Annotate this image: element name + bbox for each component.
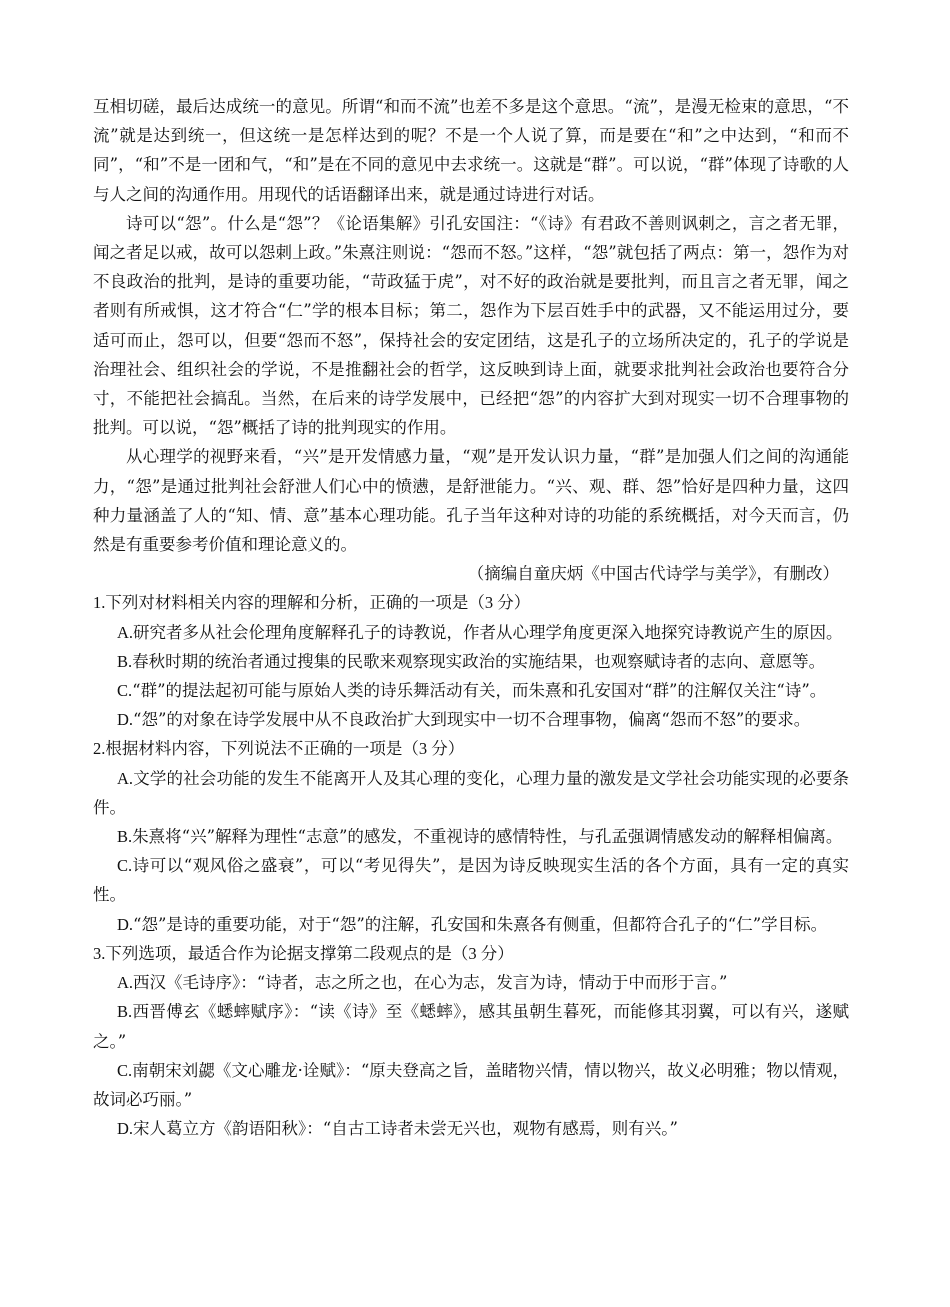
option-letter: C. [117,856,133,876]
option-text: 宋人葛立方《韵语阳秋》：“自古工诗者未尝无兴也，观物有感焉，则有兴。” [133,1119,678,1139]
option-letter: C. [117,1060,133,1080]
option-letter: C. [117,681,133,701]
question-2 [93,734,849,938]
option-text: “怨”是诗的重要功能，对于“怨”的注解，孔安国和朱熹各有侧重，但都符合孔子的“仁”学目标。 [133,914,828,934]
option-text: 西汉《毛诗序》：“诗者，志之所之也，在心为志，发言为诗，情动于中而形于言。” [133,973,728,993]
option-text: 文学的社会功能的发生不能离开人及其心理的变化，心理力量的激发是文学社会功能实现的必要条件。 [93,768,849,817]
option-text: 西晋傅玄《蟋蟀赋序》：“读《诗》至《蟋蟀》，感其虽朝生暮死，而能修其羽翼，可以有兴，遂赋之。” [93,1002,849,1051]
document-page [93,92,849,1143]
option-c [93,676,849,705]
option-letter: D. [117,1119,134,1139]
option-letter: B. [117,1002,133,1022]
question-3 [93,939,849,1143]
passage-paragraph-1: 互相切磋，最后达成统一的意见。所谓“和而不流”也差不多是这个意思。“流”，是漫无检束的意思，“不流”就是达到统一，但这统一是怎样达到的呢？不是一个人说了算，而是要在“和”之中达到，“和而不同”，“和”不是一团和气，“和”是在不同的意见中去求统一。这就是“群”。可以说，“群”体现了诗歌的人与人之间的沟通作用。用现代的话语翻译出来，就是通过诗进行对话。 [93,97,849,204]
option-b [93,822,849,851]
option-a [93,764,849,822]
option-letter: A. [117,622,134,642]
option-letter: D. [117,914,134,934]
option-text: 诗可以“观风俗之盛衰”，可以“考见得失”，是因为诗反映现实生活的各个方面，具有一定的真实性。 [93,856,849,905]
option-text: 朱熹将“兴”解释为理性“志意”的感发，不重视诗的感情特性，与孔孟强调情感发动的解释相偏离。 [132,827,843,847]
option-d [93,1114,849,1143]
question-stem: 1.下列对材料相关内容的理解和分析，正确的一项是（3 分） [93,593,531,613]
passage-paragraph-3: 从心理学的视野来看，“兴”是开发情感力量，“观”是开发认识力量，“群”是加强人们之间的沟通能力，“怨”是通过批判社会舒泄人们心中的愤懑，是舒泄能力。“兴、观、群、怨”恰好是四种力量，这四种力量涵盖了人的“知、情、意”基本心理功能。孔子当年这种对诗的功能的系统概括，对今天而言，仍然是有重要参考价值和理论意义的。 [93,447,849,555]
option-text: 南朝宋刘勰《文心雕龙·诠赋》：“原夫登高之旨，盖睹物兴情，情以物兴，故义必明雅；物以情观，故词必巧丽。” [93,1060,849,1109]
passage-paragraph-2: 诗可以“怨”。什么是“怨”？《论语集解》引孔安国注：“《诗》有君政不善则讽刺之，言之者无罪，闻之者足以戒，故可以怨刺上政。”朱熹注则说：“怨而不怒。”这样，“怨”就包括了两点：第一，怨作为对不良政治的批判，是诗的重要功能，“苛政猛于虎”，对不好的政治就是要批判，而且言之者无罪，闻之者则有所戒惧，这才符合“仁”学的根本目标；第二，怨作为下层百姓手中的武器，又不能运用过分，要适可而止，怨可以，但要“怨而不怒”，保持社会的安定团结，这是孔子的立场所决定的，孔子的学说是治理社会、组织社会的学说，不是推翻社会的哲学，这反映到诗上面，就要求批判社会政治也要符合分寸，不能把社会搞乱。当然，在后来的诗学发展中，已经把“怨”的内容扩大到对现实一切不合理事物的批判。可以说，“怨”概括了诗的批判现实的作用。 [93,213,849,438]
option-letter: D. [117,710,134,730]
option-a [93,968,849,997]
option-b [93,997,849,1055]
option-text: 研究者多从社会伦理角度解释孔子的诗教说，作者从心理学角度更深入地探究诗教说产生的原因。 [133,622,843,642]
option-text: 春秋时期的统治者通过搜集的民歌来观察现实政治的实施结果，也观察赋诗者的志向、意愿等。 [132,651,826,671]
option-text: “群”的提法起初可能与原始人类的诗乐舞活动有关，而朱熹和孔安国对“群”的注解仅关注“诗”。 [132,681,827,701]
option-letter: B. [117,827,133,847]
option-d [93,705,849,734]
passage-source: （摘编自童庆炳《中国古代诗学与美学》，有删改） [467,564,839,584]
option-letter: A. [117,768,134,788]
option-text: “怨”的对象在诗学发展中从不良政治扩大到现实中一切不合理事物，偏离“怨而不怒”的要求。 [133,710,811,730]
option-d [93,910,849,939]
option-a [93,618,849,647]
option-letter: B. [117,651,133,671]
question-stem: 2.根据材料内容，下列说法不正确的一项是（3 分） [93,739,465,759]
option-c [93,851,849,909]
option-b [93,647,849,676]
question-1 [93,588,849,734]
option-c [93,1056,849,1114]
question-stem: 3.下列选项，最适合作为论据支撑第二段观点的是（3 分） [93,943,514,963]
option-letter: A. [117,973,134,993]
